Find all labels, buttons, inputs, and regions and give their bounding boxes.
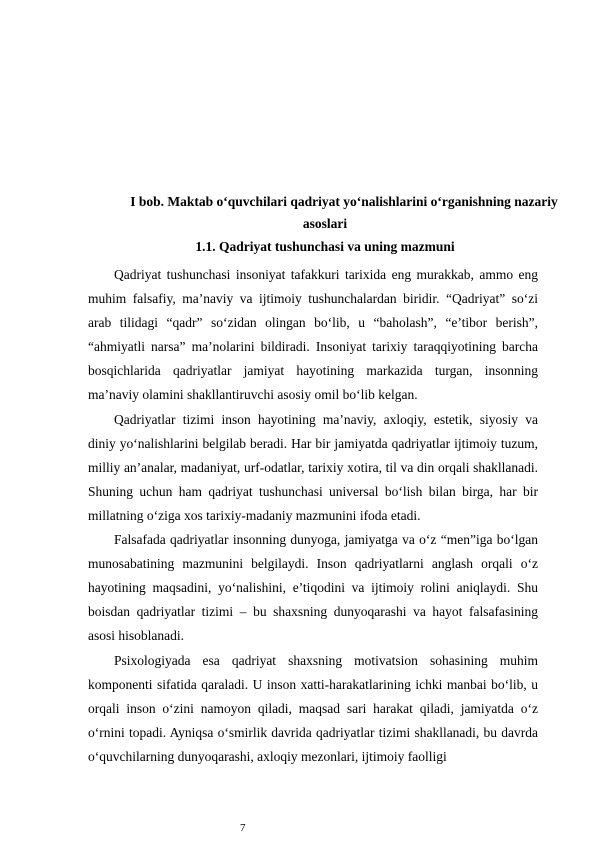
paragraph: Falsafada qadriyatlar insonning dunyoga, jamiyatga va o‘z “men”iga bo‘lgan munosabatining mazmunini belgilaydi. Inson qadriyatlarni anglash orqali o‘z hayotining maqsadini, yo‘nalishini, e’tiqodini va ijtimoiy rolini aniqlaydi. Shu boisdan qadriyatlar tizimi – bu shaxsning dunyoqarashi va hayot falsafasining asosi hisoblanadi. — [88, 532, 538, 644]
paragraph: Psixologiyada esa qadriyat shaxsning motivatsion sohasining muhim komponenti sifatida qaraladi. U inson xatti-harakatlarining ichki manbai bo‘lib, u orqali inson o‘zini namoyon qiladi, maqsad sari harakat qiladi, jamiyatda o‘z o‘rnini topadi. Ayniqsa o‘smirlik davrida qadriyatlar tizimi shakllanadi, bu davrda o‘quvchilarning dunyoqarashi, axloqiy mezonlari, ijtimoiy faolligi — [88, 652, 538, 764]
paragraph: Qadriyatlar tizimi inson hayotining ma’naviy, axloqiy, estetik, siyosiy va diniy yo‘nalishlarini belgilab beradi. Har bir jamiyatda qadriyatlar ijtimoiy tuzum, milliy an’analar, madaniyat, urf-odatlar, tarixiy xotira, til va din orqali shakllanadi. Shuning uchun ham qadriyat tushunchasi universal bo‘lish bilan birga, har bir millatning o‘ziga xos tarixiy-madaniy mazmunini ifoda etadi. — [88, 411, 538, 523]
section-title: 1.1. Qadriyat tushunchasi va uning mazmuni — [195, 239, 455, 254]
body-text — [88, 263, 538, 769]
paragraph: Qadriyat tushunchasi insoniyat tafakkuri tarixida eng murakkab, ammo eng muhim falsafiy, ma’naviy va ijtimoiy tushunchalardan biridir. “Qadriyat” so‘zi arab tilidagi “qadr” so‘zidan olingan bo‘lib, u “baholash”, “e’tibor berish”, “ahmiyatli narsa” ma’nolarini bildiradi. Insoniyat tarixiy taraqqiyotining barcha bosqichlarida qadriyatlar jamiyat hayotining markazida turgan, insonning ma’naviy olamini shakllantiruvchi asosiy omil bo‘lib kelgan. — [88, 267, 538, 403]
page-number: 7 — [240, 822, 246, 834]
chapter-title: I bob. Maktab o‘quvchilari qadriyat yo‘nalishlarini o‘rganishning nazariy asoslari — [130, 194, 558, 231]
